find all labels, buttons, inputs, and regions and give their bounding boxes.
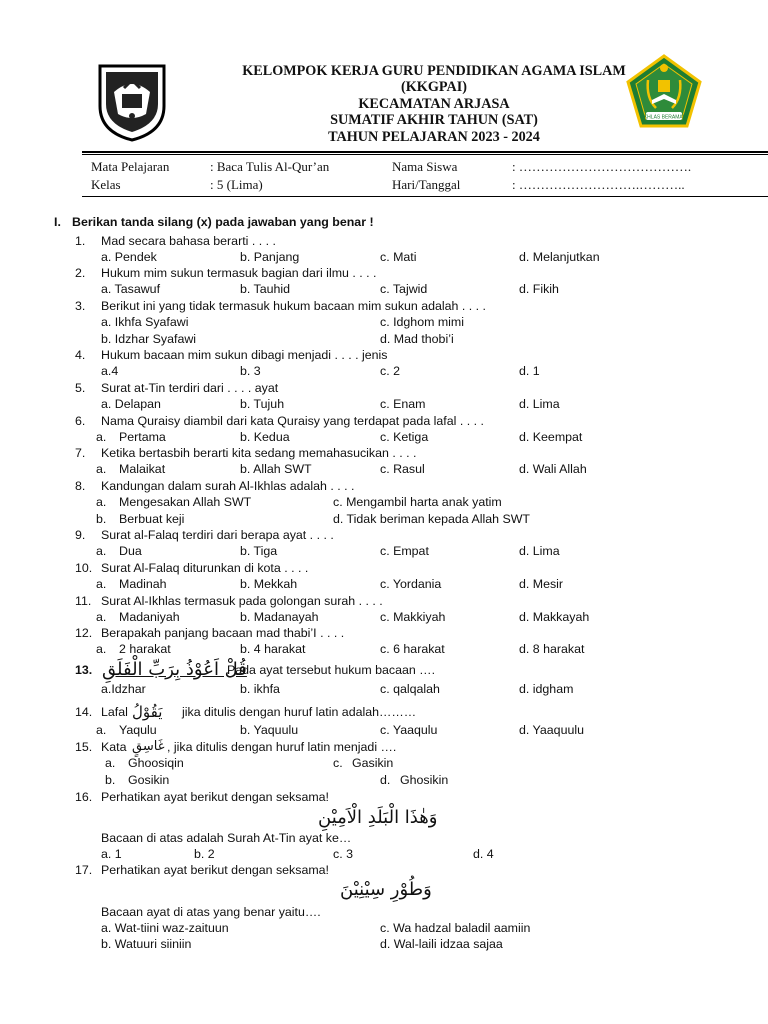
- option-a[interactable]: 2 harakat: [119, 642, 171, 656]
- question-text: Surat al-Falaq terdiri dari berapa ayat . . . .: [101, 528, 334, 542]
- option-a[interactable]: Mengesakan Allah SWT: [119, 495, 252, 509]
- options-row: [0, 494, 768, 510]
- option-b[interactable]: b. Mekkah: [240, 577, 298, 591]
- option-a-letter[interactable]: a.: [96, 430, 107, 444]
- option-c[interactable]: c. Enam: [380, 397, 426, 411]
- option-a[interactable]: Yaqulu: [119, 723, 157, 737]
- option-d[interactable]: d. Wal-laili idzaa sajaa: [380, 937, 503, 951]
- question-text: Bacaan ayat di atas yang benar yaitu….: [101, 905, 321, 919]
- regency-emblem-icon: [96, 62, 168, 142]
- exam-header: [170, 63, 698, 145]
- verse-row: [0, 879, 768, 901]
- option-a-letter[interactable]: a.: [96, 642, 107, 656]
- options-row: [0, 461, 768, 477]
- option-a[interactable]: Madaniyah: [119, 610, 180, 624]
- option-b[interactable]: b. Idzhar Syafawi: [101, 332, 197, 346]
- option-c[interactable]: c. Makkiyah: [380, 610, 446, 624]
- question-row: [0, 445, 768, 461]
- options-row: [0, 846, 768, 862]
- question-text: Perhatikan ayat berikut dengan seksama!: [101, 863, 329, 877]
- option-a-letter[interactable]: a.: [96, 462, 107, 476]
- option-a-letter[interactable]: a.: [96, 610, 107, 624]
- option-d[interactable]: d. Lima: [519, 544, 560, 558]
- options-row: [0, 772, 768, 788]
- question-row: [0, 593, 768, 609]
- option-b-letter[interactable]: b.: [96, 512, 107, 526]
- question-row: [0, 560, 768, 576]
- option-a-letter[interactable]: a.: [105, 756, 116, 770]
- question-number: 7.: [75, 446, 86, 460]
- question-row: [0, 478, 768, 494]
- arabic-verse: وَهٰذَا الْبَلَدِ الْاَمِيْنِ: [318, 807, 438, 828]
- option-c[interactable]: c. 2: [380, 364, 400, 378]
- option-a[interactable]: a. 1: [101, 847, 122, 861]
- header-line-1: KELOMPOK KERJA GURU PENDIDIKAN AGAMA ISLAM: [242, 63, 626, 79]
- question-row: [0, 233, 768, 249]
- question-number: 15.: [75, 740, 93, 754]
- options-row: [0, 755, 768, 771]
- arabic-word: يَقُوْلُ: [132, 703, 163, 721]
- option-d[interactable]: d. Mesir: [519, 577, 564, 591]
- option-a-letter[interactable]: a.: [96, 723, 107, 737]
- option-a[interactable]: a. Wat-tiini waz-zaituun: [101, 921, 229, 935]
- question-text: Mad secara bahasa berarti . . . .: [101, 234, 276, 248]
- option-a[interactable]: Dua: [119, 544, 142, 558]
- question-number: 4.: [75, 348, 86, 362]
- option-c[interactable]: c. Idghom mimi: [380, 315, 464, 329]
- option-c-letter[interactable]: c.: [333, 756, 343, 770]
- question-number: 12.: [75, 626, 93, 640]
- option-c[interactable]: c. Rasul: [380, 462, 425, 476]
- option-b[interactable]: b. Tiga: [240, 544, 278, 558]
- info-divider: [82, 196, 768, 197]
- option-d-letter[interactable]: d.: [380, 773, 391, 787]
- question-row: [0, 739, 768, 755]
- question-row: [0, 703, 768, 721]
- verse-row: [0, 807, 768, 829]
- option-b[interactable]: b. 3: [240, 364, 261, 378]
- option-b[interactable]: b. Madanayah: [240, 610, 319, 624]
- option-d[interactable]: Ghosikin: [400, 773, 449, 787]
- option-d[interactable]: d. Makkayah: [519, 610, 590, 624]
- subject-label: Mata Pelajaran: [91, 159, 170, 174]
- option-a[interactable]: Pertama: [119, 430, 166, 444]
- option-d[interactable]: d. Keempat: [519, 430, 583, 444]
- section-title: [54, 215, 374, 229]
- question-text: Surat Al-Ikhlas termasuk pada golongan surah . . . .: [101, 594, 383, 608]
- question-number: 10.: [75, 561, 93, 575]
- option-c[interactable]: c. Yordania: [380, 577, 442, 591]
- question-text: Berikut ini yang tidak termasuk hukum bacaan mim sukun adalah . . . .: [101, 299, 486, 313]
- question-text: Perhatikan ayat berikut dengan seksama!: [101, 790, 329, 804]
- arabic-word: غَاسِقٍ: [132, 739, 165, 754]
- student-info: [91, 158, 731, 194]
- option-b[interactable]: b. ikhfa: [240, 682, 280, 696]
- question-row: [0, 904, 768, 920]
- question-text: Kandungan dalam surah Al-Ikhlas adalah . . . .: [101, 479, 355, 493]
- arabic-verse: قُلْ اَعُوْذُ بِرَبِّ الْفَلَقِ: [102, 659, 247, 680]
- options-row: [0, 249, 768, 265]
- question-row: [0, 347, 768, 363]
- option-d[interactable]: d. 4: [473, 847, 494, 861]
- options-row: [0, 576, 768, 592]
- option-d[interactable]: d. Lima: [519, 397, 560, 411]
- option-d[interactable]: d. Fikih: [519, 282, 559, 296]
- question-row: [0, 527, 768, 543]
- options-row: [0, 641, 768, 657]
- question-prefix: Kata: [101, 740, 127, 754]
- option-a[interactable]: a. Delapan: [101, 397, 161, 411]
- option-a-letter[interactable]: a.: [96, 495, 107, 509]
- option-a[interactable]: a. Ikhfa Syafawi: [101, 315, 189, 329]
- options-row: [0, 936, 768, 952]
- student-name-label: Nama Siswa: [392, 159, 458, 174]
- option-b[interactable]: b. Tauhid: [240, 282, 291, 296]
- question-number: 3.: [75, 299, 86, 313]
- option-c[interactable]: Gasikin: [352, 756, 394, 770]
- option-c[interactable]: c. 6 harakat: [380, 642, 445, 656]
- options-row: [0, 429, 768, 445]
- options-row: [0, 331, 768, 347]
- option-b[interactable]: b. Watuuri siiniin: [101, 937, 192, 951]
- header-line-4: SUMATIF AKHIR TAHUN (SAT): [330, 112, 538, 129]
- question-text: , jika ditulis dengan huruf latin menjadi ….: [167, 740, 397, 754]
- question-number: 16.: [75, 790, 93, 804]
- option-b[interactable]: b. Allah SWT: [240, 462, 312, 476]
- option-c[interactable]: c. Mati: [380, 250, 417, 264]
- question-row: [0, 830, 768, 846]
- options-row: [0, 609, 768, 625]
- option-c[interactable]: c. Tajwid: [380, 282, 428, 296]
- question-row: [0, 789, 768, 805]
- option-a[interactable]: Ghoosiqin: [128, 756, 184, 770]
- option-b[interactable]: Gosikin: [128, 773, 170, 787]
- question-row: [0, 862, 768, 878]
- date-field[interactable]: : ……………………….………..: [512, 177, 685, 192]
- question-text: Surat at-Tin terdiri dari . . . . ayat: [101, 381, 279, 395]
- options-row: [0, 511, 768, 527]
- question-row: [0, 413, 768, 429]
- question-row: [0, 298, 768, 314]
- question-number: 9.: [75, 528, 86, 542]
- header-divider-thin: [82, 154, 768, 155]
- option-b[interactable]: b. Yaquulu: [240, 723, 299, 737]
- option-d[interactable]: d. 1: [519, 364, 540, 378]
- question-row: [0, 660, 768, 680]
- option-d[interactable]: d. Wali Allah: [519, 462, 587, 476]
- option-c[interactable]: c. Ketiga: [380, 430, 429, 444]
- class-value: : 5 (Lima): [210, 177, 263, 192]
- question-text: Bacaan di atas adalah Surah At-Tin ayat ke…: [101, 831, 352, 845]
- question-row: [0, 265, 768, 281]
- question-number: 17.: [75, 863, 93, 877]
- option-b[interactable]: b. Panjang: [240, 250, 300, 264]
- class-label: Kelas: [91, 177, 121, 192]
- option-c[interactable]: c. qalqalah: [380, 682, 440, 696]
- options-row: [0, 920, 768, 936]
- option-c[interactable]: c. Wa hadzal baladil aamiin: [380, 921, 531, 935]
- option-c[interactable]: c. Yaaqulu: [380, 723, 438, 737]
- question-number: 1.: [75, 234, 86, 248]
- question-text: Pada ayat tersebut hukum bacaan ….: [227, 663, 436, 677]
- options-row: [0, 363, 768, 379]
- options-row: [0, 281, 768, 297]
- option-a-letter[interactable]: a.: [96, 577, 107, 591]
- header-line-5: TAHUN PELAJARAN 2023 - 2024: [328, 128, 540, 145]
- question-number: 2.: [75, 266, 86, 280]
- question-number: 8.: [75, 479, 86, 493]
- option-b-letter[interactable]: b.: [105, 773, 116, 787]
- question-number: 11.: [75, 594, 92, 608]
- option-d[interactable]: d. Mad thobi’i: [380, 332, 454, 346]
- option-a[interactable]: Madinah: [119, 577, 167, 591]
- option-a[interactable]: a. Pendek: [101, 250, 157, 264]
- section-number: I.: [54, 215, 61, 229]
- subject-value: : Baca Tulis Al-Qur’an: [210, 159, 330, 174]
- question-text: Berapakah panjang bacaan mad thabi’I . . . .: [101, 626, 345, 640]
- option-b[interactable]: b. Kedua: [240, 430, 290, 444]
- question-row: [0, 380, 768, 396]
- date-label: Hari/Tanggal: [392, 177, 461, 192]
- header-line-2: (KKGPAI): [401, 79, 467, 96]
- question-row: [0, 625, 768, 641]
- question-text: Surat Al-Falaq diturunkan di kota . . . .: [101, 561, 309, 575]
- option-d[interactable]: d. 8 harakat: [519, 642, 585, 656]
- option-d[interactable]: d. Yaaquulu: [519, 723, 584, 737]
- emblem-motto: IKHLAS BERAMAL: [642, 114, 686, 121]
- question-text: jika ditulis dengan huruf latin adalah………: [182, 705, 417, 719]
- options-row: [0, 314, 768, 330]
- options-row: [0, 681, 768, 697]
- arabic-verse: وَطُوْرِ سِيْنِيْنَ: [340, 879, 432, 900]
- question-number: 14.: [75, 705, 93, 719]
- question-prefix: Lafal: [101, 705, 128, 719]
- option-d[interactable]: d. idgham: [519, 682, 574, 696]
- question-number: 6.: [75, 414, 86, 428]
- section-instruction: Berikan tanda silang (x) pada jawaban yang benar !: [72, 215, 374, 229]
- option-a[interactable]: a. Tasawuf: [101, 282, 161, 296]
- option-b[interactable]: Berbuat keji: [119, 512, 185, 526]
- option-b[interactable]: b. 4 harakat: [240, 642, 306, 656]
- option-b[interactable]: b. Tujuh: [240, 397, 285, 411]
- options-row: [0, 543, 768, 559]
- options-row: [0, 396, 768, 412]
- question-text: Ketika bertasbih berarti kita sedang memahasucikan . . . .: [101, 446, 417, 460]
- option-c[interactable]: c. 3: [333, 847, 353, 861]
- option-c[interactable]: c. Empat: [380, 544, 429, 558]
- header-divider: [82, 151, 768, 153]
- student-name-field[interactable]: : ………………………………….: [512, 159, 692, 174]
- question-text: Hukum bacaan mim sukun dibagi menjadi . . . . jenis: [101, 348, 388, 362]
- option-a[interactable]: Malaikat: [119, 462, 166, 476]
- question-number: 5.: [75, 381, 86, 395]
- question-number: 13.: [75, 663, 93, 677]
- option-c[interactable]: c. Mengambil harta anak yatim: [333, 495, 502, 509]
- option-d[interactable]: d. Melanjutkan: [519, 250, 600, 264]
- option-a[interactable]: a.Idzhar: [101, 682, 146, 696]
- option-a-letter[interactable]: a.: [96, 544, 107, 558]
- header-line-3: KECAMATAN ARJASA: [358, 95, 510, 112]
- options-row: [0, 722, 768, 738]
- question-text: Hukum mim sukun termasuk bagian dari ilmu . . . .: [101, 266, 377, 280]
- option-b[interactable]: b. 2: [194, 847, 215, 861]
- option-d[interactable]: d. Tidak beriman kepada Allah SWT: [333, 512, 530, 526]
- question-text: Nama Quraisy diambil dari kata Quraisy yang terdapat pada lafal . . . .: [101, 414, 484, 428]
- option-a[interactable]: a.4: [101, 364, 119, 378]
